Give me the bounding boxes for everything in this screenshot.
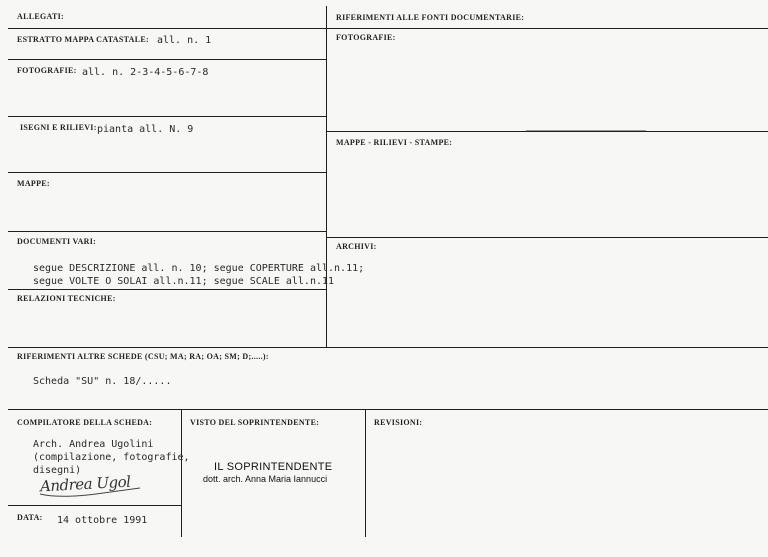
revisioni-label: REVISIONI:	[374, 418, 423, 427]
estratto-mappa-label: ESTRATTO MAPPA CATASTALE:	[17, 35, 149, 44]
rule-left-4	[8, 231, 326, 232]
signature-flourish	[36, 482, 146, 502]
compilatore-line2: (compilazione, fotografie,	[33, 452, 190, 463]
rule-top-right	[327, 28, 768, 29]
allegati-title: ALLEGATI:	[17, 12, 65, 21]
faint-underline-mark	[526, 130, 646, 131]
rule-top-left	[8, 28, 326, 29]
rule-date	[8, 505, 181, 506]
soprintendente-stamp-title: IL SOPRINTENDENTE	[214, 461, 333, 473]
visto-soprintendente-label: VISTO DEL SOPRINTENDENTE:	[190, 418, 320, 427]
rule-left-1	[8, 59, 326, 60]
mappe-label: MAPPE:	[17, 179, 50, 188]
rule-left-3	[8, 172, 326, 173]
documenti-vari-line2: segue VOLTE O SOLAI all.n.11; segue SCALE all.n.11	[33, 276, 335, 287]
handwritten-signature: Andrea Ugol	[39, 472, 131, 496]
rule-right-1	[327, 131, 768, 132]
rule-left-5	[8, 289, 326, 290]
rule-left-2	[8, 116, 326, 117]
riferimenti-altre-schede-label: RIFERIMENTI ALTRE SCHEDE (CSU; MA; RA; OA; SM; D;.....):	[17, 352, 269, 361]
data-label: DATA:	[17, 513, 43, 522]
riferimenti-altre-schede-value: Scheda "SU" n. 18/.....	[33, 376, 172, 387]
compilatore-label: COMPILATORE DELLA SCHEDA:	[17, 418, 153, 427]
rule-full-2	[8, 409, 768, 410]
riferimenti-fotografie-label: FOTOGRAFIE:	[336, 33, 396, 42]
divider-vertical-bottom-1	[181, 409, 182, 537]
fotografie-value: all. n. 2-3-4-5-6-7-8	[82, 67, 209, 78]
rule-right-2	[327, 237, 768, 238]
disegni-rilievi-label: ISEGNI E RILIEVI:	[20, 123, 97, 132]
documenti-vari-label: DOCUMENTI VARI:	[17, 237, 97, 246]
data-value: 14 ottobre 1991	[57, 515, 148, 526]
compilatore-line3: disegni)	[33, 465, 82, 476]
divider-vertical-bottom-2	[365, 409, 366, 537]
estratto-mappa-value: all. n. 1	[157, 35, 212, 46]
fotografie-label: FOTOGRAFIE:	[17, 66, 77, 75]
divider-vertical-main	[326, 6, 327, 347]
archivi-label: ARCHIVI:	[336, 242, 377, 251]
riferimenti-mappe-label: MAPPE - RILIEVI - STAMPE:	[336, 138, 453, 147]
compilatore-line1: Arch. Andrea Ugolini	[33, 439, 154, 450]
soprintendente-stamp-name: dott. arch. Anna Maria Iannucci	[203, 474, 328, 484]
disegni-rilievi-value: pianta all. N. 9	[97, 124, 194, 135]
relazioni-tecniche-label: RELAZIONI TECNICHE:	[17, 294, 116, 303]
documenti-vari-line1: segue DESCRIZIONE all. n. 10; segue COPERTURE all.n.11;	[33, 263, 365, 274]
rule-full-1	[8, 347, 768, 348]
riferimenti-fonti-title: RIFERIMENTI ALLE FONTI DOCUMENTARIE:	[336, 13, 525, 22]
